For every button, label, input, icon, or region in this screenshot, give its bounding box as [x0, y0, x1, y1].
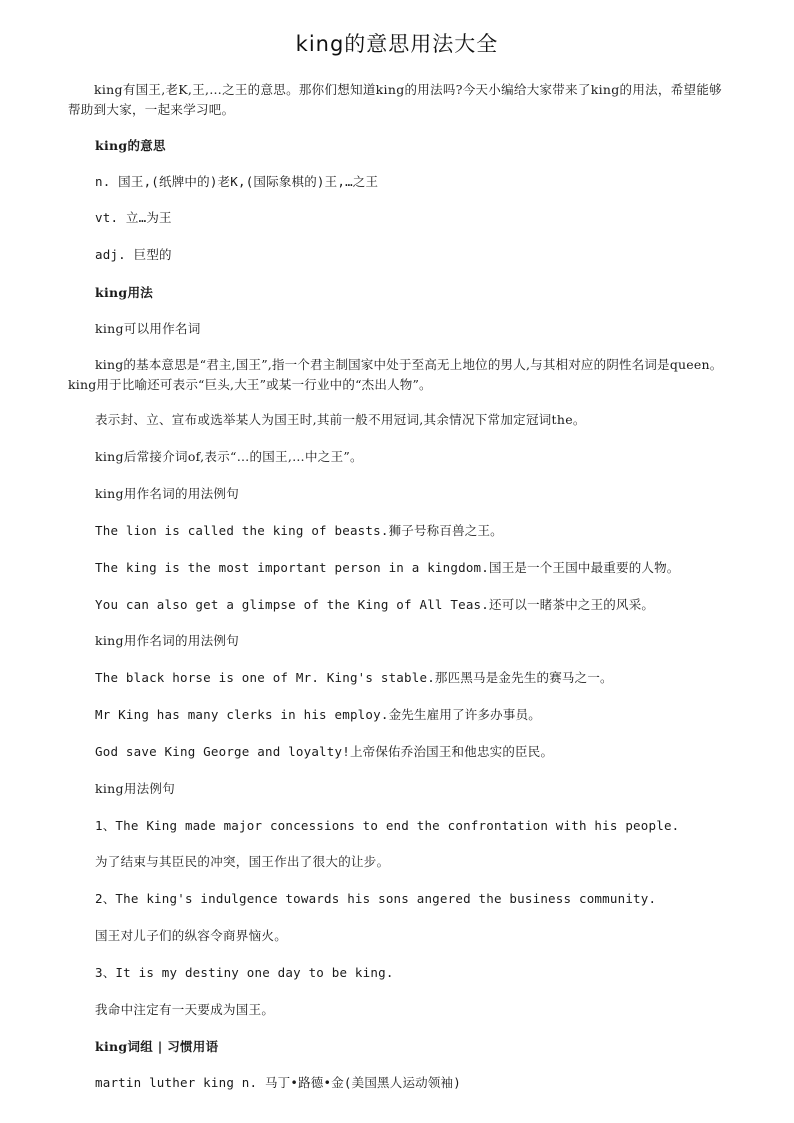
usage-para-1: king的基本意思是“君主,国王”,指一个君主制国家中处于至高无上地位的男人,与其相对应的阴性名词是queen。king用于比喻还可表示“巨头,大王”或某一行业中的“杰出人物”。 [68, 357, 723, 392]
usage-para-3: king后常接介词of,表示“…的国王,…中之王”。 [95, 449, 363, 464]
usage-noun-intro: king可以用作名词 [95, 321, 201, 336]
examples-heading-1: king用作名词的用法例句 [95, 486, 240, 501]
meaning-verb: vt. 立…为王 [95, 210, 172, 225]
heading-examples: king用法例句 [95, 781, 176, 796]
meaning-noun: n. 国王,(纸牌中的)老K,(国际象棋的)王,…之王 [95, 174, 379, 189]
heading-usage: king用法 [95, 285, 154, 300]
sentence-2-zh: 国王对儿子们的纵容令商界恼火。 [95, 928, 288, 943]
usage-para-2: 表示封、立、宣布或选举某人为国王时,其前一般不用冠词,其余情况下常加定冠词the。 [95, 412, 586, 427]
heading-phrases: king词组 | 习惯用语 [95, 1039, 219, 1054]
sentence-3-en: 3、It is my destiny one day to be king. [95, 965, 394, 980]
page-title: king的意思用法大全 [295, 32, 499, 56]
example-sentence-4: The black horse is one of Mr. King's stable.那匹黑马是金先生的赛马之一。 [95, 670, 613, 685]
meaning-adj: adj. 巨型的 [95, 247, 172, 262]
examples-heading-2: king用作名词的用法例句 [95, 633, 240, 648]
heading-meaning: king的意思 [95, 138, 166, 153]
phrase-1: martin luther king n. 马丁•路德•金(美国黑人运动领袖) [95, 1075, 461, 1090]
example-sentence-2: The king is the most important person in a kingdom.国王是一个王国中最重要的人物。 [95, 560, 680, 575]
sentence-1-en: 1、The King made major concessions to end the confrontation with his people. [95, 818, 680, 833]
example-sentence-6: God save King George and loyalty!上帝保佑乔治国王和他忠实的臣民。 [95, 744, 554, 759]
example-sentence-5: Mr King has many clerks in his employ.金先生雇用了许多办事员。 [95, 707, 541, 722]
sentence-1-zh: 为了结束与其臣民的冲突，国王作出了很大的让步。 [95, 854, 390, 869]
intro-paragraph: king有国王,老K,王,…之王的意思。那你们想知道king的用法吗?今天小编给大家带来了king的用法，希望能够帮助到大家，一起来学习吧。 [68, 82, 722, 117]
sentence-3-zh: 我命中注定有一天要成为国王。 [95, 1002, 275, 1017]
sentence-2-en: 2、The king's indulgence towards his sons angered the business community. [95, 891, 657, 906]
example-sentence-1: The lion is called the king of beasts.狮子号称百兽之王。 [95, 523, 503, 538]
example-sentence-3: You can also get a glimpse of the King of All Teas.还可以一睹茶中之王的风采。 [95, 597, 655, 612]
